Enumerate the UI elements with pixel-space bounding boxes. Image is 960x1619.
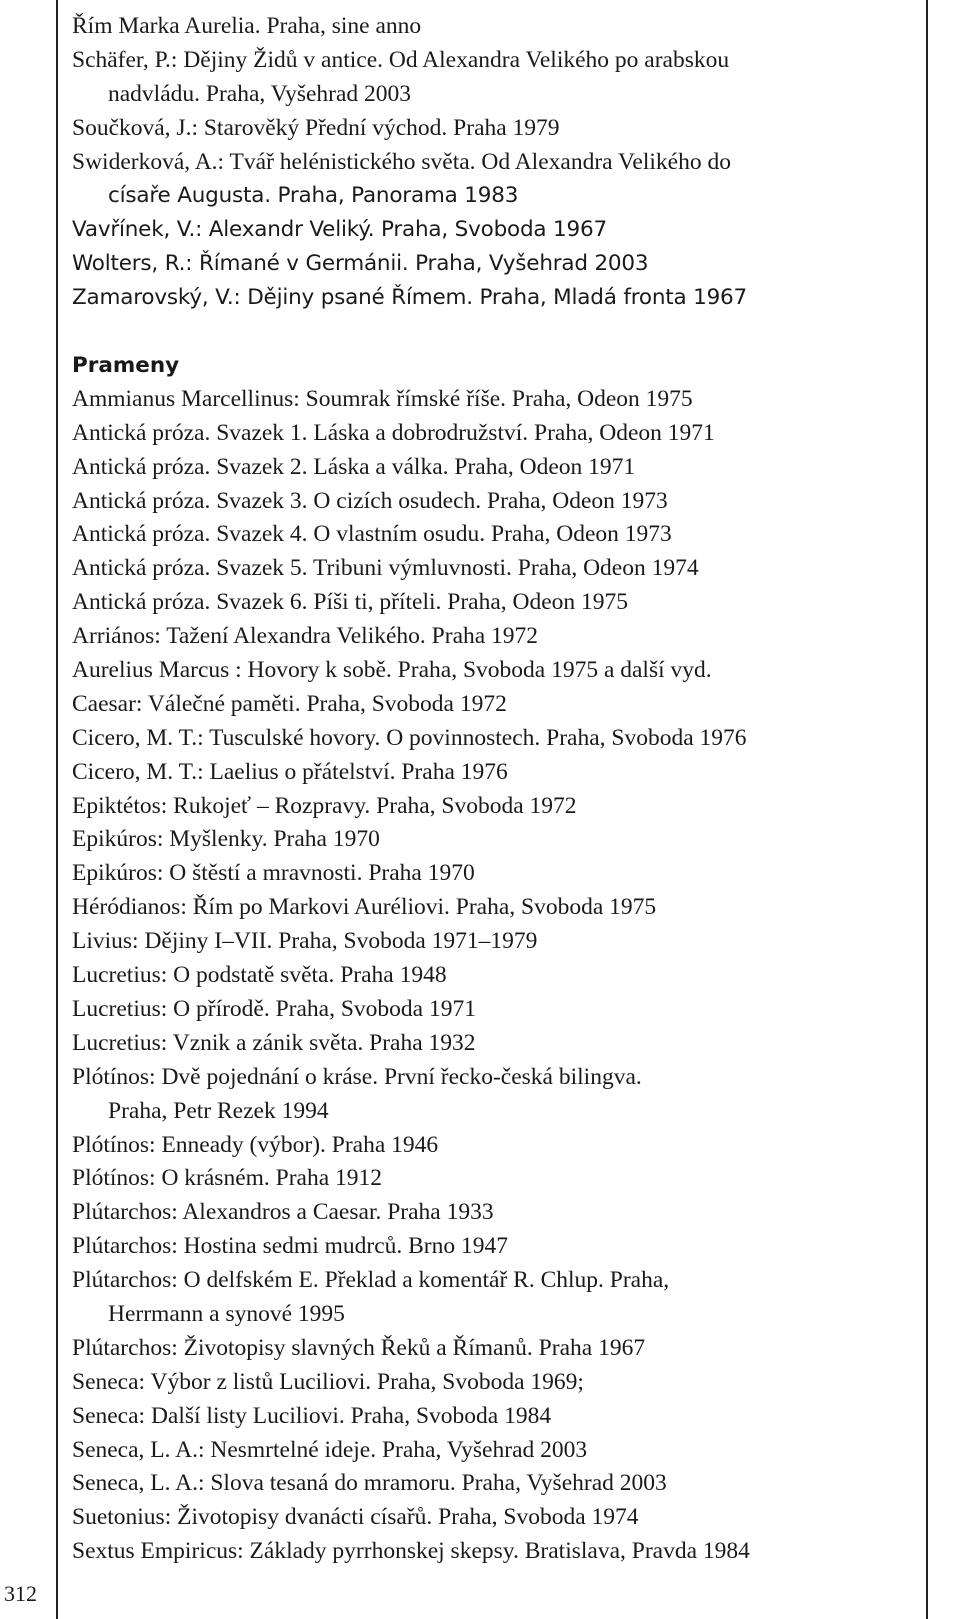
bibliography-entry-line: Cicero, M. T.: Laelius o přátelství. Praha 1976	[72, 758, 508, 785]
bibliography-entry-line: Herrmann a synové 1995	[108, 1300, 345, 1327]
bibliography-entry-line: Plútarchos: O delfském E. Překlad a komentář R. Chlup. Praha,	[72, 1267, 670, 1294]
left-margin-rule	[56, 0, 58, 1619]
bibliography-entry-line: Praha, Petr Rezek 1994	[108, 1097, 329, 1124]
bibliography-entry-line: Antická próza. Svazek 3. O cizích osudech. Praha, Odeon 1973	[72, 487, 668, 514]
bibliography-entry-line: Cicero, M. T.: Tusculské hovory. O povinnostech. Praha, Svoboda 1976	[72, 724, 747, 751]
bibliography-entry-line: Epikúros: O štěstí a mravnosti. Praha 1970	[72, 860, 475, 887]
bibliography-entry-line: Antická próza. Svazek 4. O vlastním osudu. Praha, Odeon 1973	[72, 521, 672, 548]
bibliography-entry-line: Lucretius: O přírodě. Praha, Svoboda 1971	[72, 995, 476, 1022]
right-margin-rule	[926, 0, 928, 1619]
bibliography-entry-line: Epiktétos: Rukojeť – Rozpravy. Praha, Svoboda 1972	[72, 792, 577, 819]
bibliography-entry-line: Antická próza. Svazek 6. Píši ti, příteli. Praha, Odeon 1975	[72, 589, 629, 616]
bibliography-entry-line: Řím Marka Aurelia. Praha, sine anno	[72, 13, 422, 39]
bibliography-entry-line: Suetonius: Životopisy dvanácti císařů. Praha, Svoboda 1974	[72, 1504, 639, 1531]
bibliography-entry-line: Wolters, R.: Římané v Germánii. Praha, Vyšehrad 2003	[72, 251, 649, 277]
bibliography-entry-line: Antická próza. Svazek 1. Láska a dobrodružství. Praha, Odeon 1971	[72, 419, 715, 446]
bibliography-entry-line: Seneca: Výbor z listů Luciliovi. Praha, Svoboda 1969;	[72, 1368, 584, 1395]
bibliography-entry-line: Lucretius: Vznik a zánik světa. Praha 1932	[72, 1029, 476, 1056]
sources-heading: Prameny	[72, 353, 180, 379]
bibliography-entry-line: Swiderková, A.: Tvář helénistického světa. Od Alexandra Velikého do	[72, 148, 731, 175]
bibliography-entry-line: Seneca, L. A.: Slova tesaná do mramoru. Praha, Vyšehrad 2003	[72, 1470, 667, 1497]
sources-list	[72, 383, 922, 1569]
bibliography-entry-line: Plútarchos: Alexandros a Caesar. Praha 1933	[72, 1199, 494, 1226]
bibliography-entry-line: Livius: Dějiny I–VII. Praha, Svoboda 1971–1979	[72, 928, 538, 955]
bibliography-entry-line: Héródianos: Řím po Markovi Auréliovi. Praha, Svoboda 1975	[72, 894, 657, 921]
page-number: 312	[4, 1581, 37, 1606]
bibliography-entry-line: Schäfer, P.: Dějiny Židů v antice. Od Alexandra Velikého po arabskou	[72, 46, 730, 73]
bibliography-entry-line: Aurelius Marcus : Hovory k sobě. Praha, Svoboda 1975 a další vyd.	[72, 657, 712, 684]
section-gap	[72, 315, 922, 349]
bibliography-entry-line: nadvládu. Praha, Vyšehrad 2003	[108, 80, 412, 107]
bibliography-entry-line: Plútarchos: Životopisy slavných Řeků a Římanů. Praha 1967	[72, 1334, 646, 1361]
bibliography-entry-line: Antická próza. Svazek 5. Tribuni výmluvnosti. Praha, Odeon 1974	[72, 555, 699, 582]
bibliography-entry-line: císaře Augusta. Praha, Panorama 1983	[108, 183, 519, 209]
bibliography-entry-line: Plótínos: Dvě pojednání o kráse. První řecko-česká bilingva.	[72, 1063, 642, 1090]
bibliography-entry-line: Seneca, L. A.: Nesmrtelné ideje. Praha, Vyšehrad 2003	[72, 1436, 588, 1463]
literature-list	[72, 10, 922, 315]
bibliography-entry-line: Seneca: Další listy Luciliovi. Praha, Svoboda 1984	[72, 1402, 552, 1429]
bibliography-entry-line: Caesar: Válečné paměti. Praha, Svoboda 1972	[72, 690, 507, 717]
bibliography-entry-line: Součková, J.: Starověký Přední východ. Praha 1979	[72, 114, 560, 141]
bibliography-entry-line: Plútarchos: Hostina sedmi mudrců. Brno 1947	[72, 1233, 509, 1260]
bibliography-entry-line: Sextus Empiricus: Základy pyrrhonskej skepsy. Bratislava, Pravda 1984	[72, 1538, 750, 1565]
bibliography-entry-line: Plótínos: O krásném. Praha 1912	[72, 1165, 383, 1192]
bibliography-entry-line: Lucretius: O podstatě světa. Praha 1948	[72, 962, 447, 989]
bibliography-entry-line: Arriános: Tažení Alexandra Velikého. Praha 1972	[72, 623, 539, 650]
bibliography-entry-line: Ammianus Marcellinus: Soumrak římské říše. Praha, Odeon 1975	[72, 385, 693, 412]
bibliography-entry-line: Zamarovský, V.: Dějiny psané Římem. Praha, Mladá fronta 1967	[72, 285, 748, 311]
bibliography-entry-line: Plótínos: Enneady (výbor). Praha 1946	[72, 1131, 439, 1158]
bibliography-entry-line: Vavřínek, V.: Alexandr Veliký. Praha, Svoboda 1967	[72, 217, 607, 243]
bibliography-entry-line: Epikúros: Myšlenky. Praha 1970	[72, 826, 380, 853]
bibliography-content	[72, 10, 922, 1569]
bibliography-entry-line: Antická próza. Svazek 2. Láska a válka. Praha, Odeon 1971	[72, 453, 636, 480]
